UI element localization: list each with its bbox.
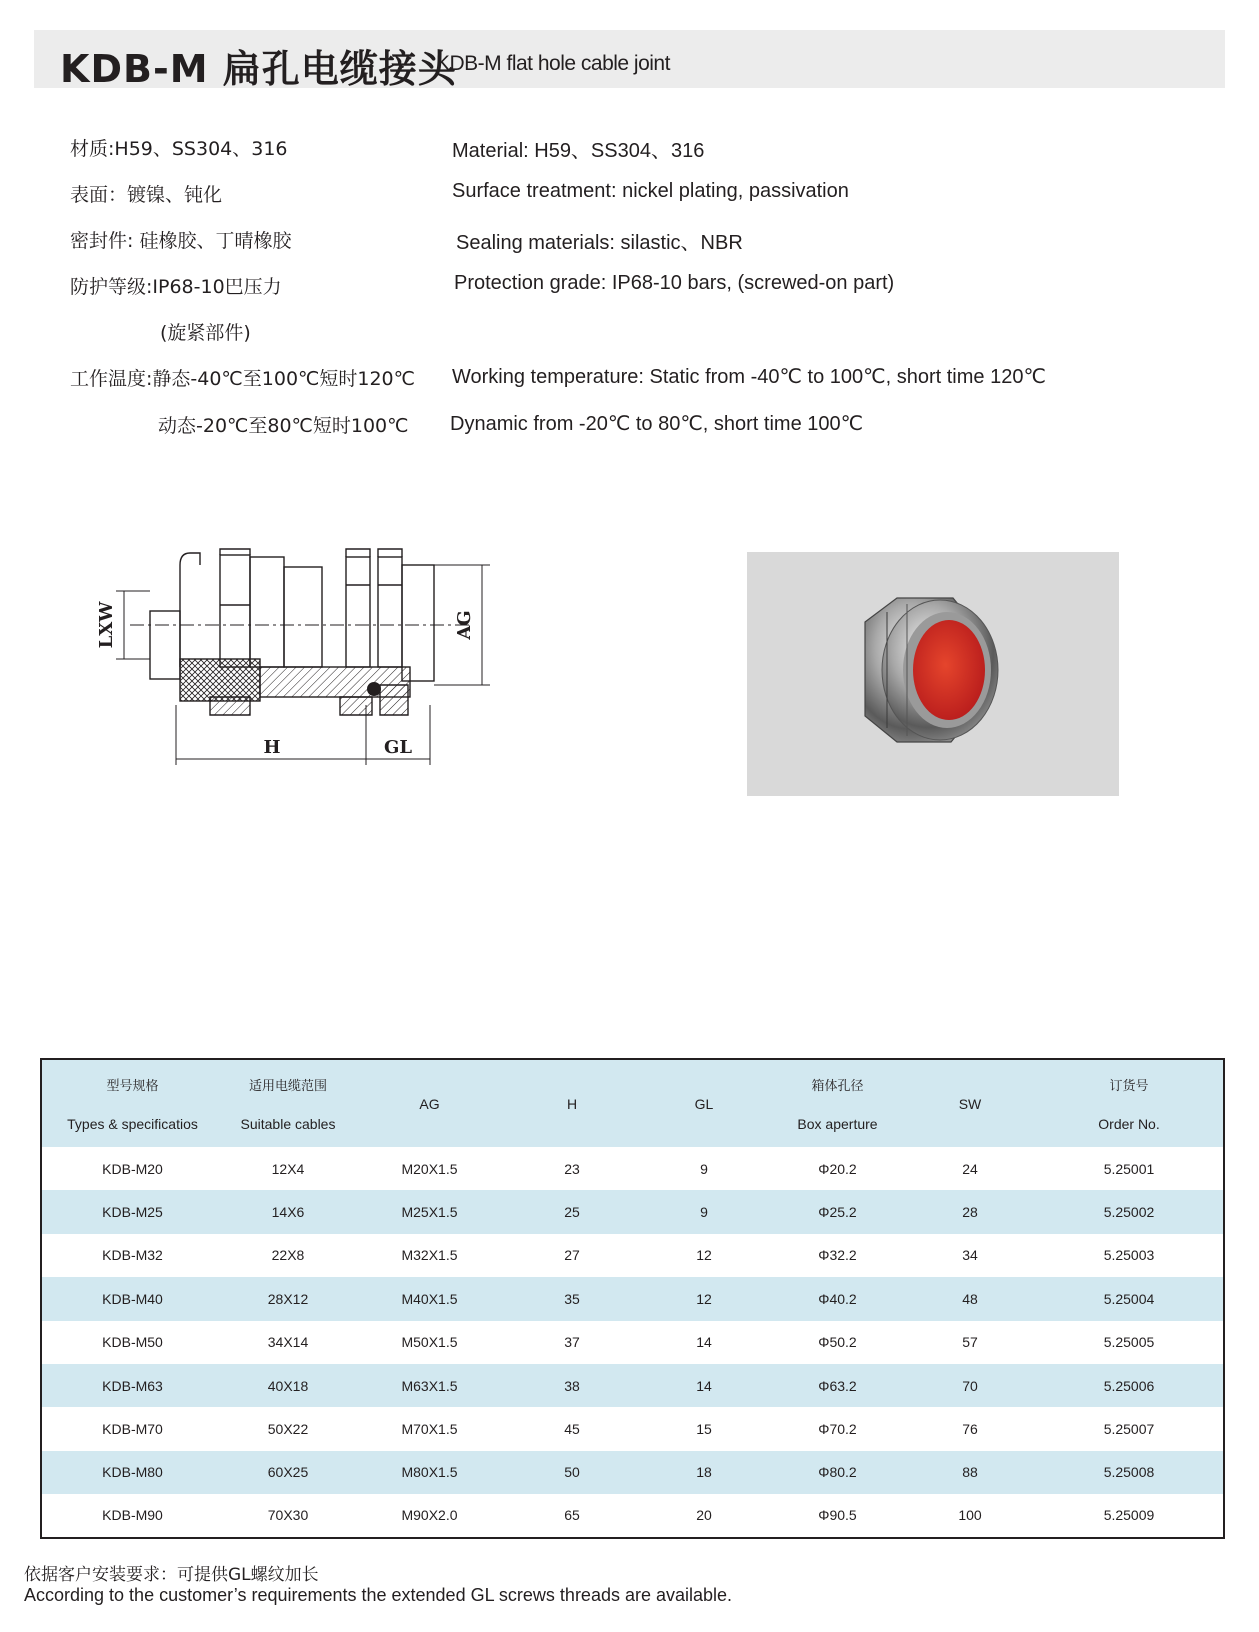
dim-label-ag: AG [454,610,475,640]
table-cell: 100 [958,1507,982,1524]
table-cell: Φ20.2 [818,1160,857,1177]
table-cell: Φ50.2 [818,1334,857,1351]
spec-sealing-en: Sealing materials: silastic、NBR [456,232,743,254]
table-cell: 5.25003 [1103,1247,1155,1264]
table-row [41,1190,1224,1233]
table-cell: 70X30 [267,1507,309,1524]
footnote-cn: 依据客户安装要求：可提供GL螺纹加长 [24,1565,319,1585]
dim-label-h: H [263,737,281,758]
gland-section [180,659,410,715]
table-cell: 50X22 [267,1421,309,1438]
table-cell: 14 [696,1377,712,1394]
table-cell: M80X1.5 [401,1464,458,1481]
table-cell: KDB-M70 [102,1421,163,1438]
table-cell: KDB-M63 [102,1377,163,1394]
table-cell: M40X1.5 [401,1290,458,1307]
table-cell: 40X18 [267,1377,309,1394]
table-cell: 5.25002 [1103,1204,1155,1221]
table-cell: 9 [700,1160,708,1177]
spec-sealing-cn: 密封件: 硅橡胶、丁晴橡胶 [70,230,292,252]
spec-surface-en: Surface treatment: nickel plating, passivation [452,180,849,202]
table-cell: 50 [564,1464,580,1481]
table-body [41,1147,1224,1538]
table-cell: 88 [962,1464,978,1481]
spec-temp-dynamic-en: Dynamic from -20℃ to 80℃, short time 100℃ [450,413,864,435]
table-cell: 76 [962,1421,978,1438]
table-cell: M32X1.5 [401,1247,458,1264]
spec-temp-dynamic-cn: 动态-20℃至80℃短时100℃ [158,415,409,437]
header-order-no: 订货号 Order No. [1098,1079,1160,1132]
table-cell: Φ25.2 [818,1204,857,1221]
dim-label-lxw: LXW [96,601,117,649]
table-cell: 65 [564,1507,580,1524]
table-cell: 5.25006 [1103,1377,1155,1394]
table-cell: 70 [962,1377,978,1394]
header-types: 型号规格 Types & specificatios [67,1079,198,1132]
table-row [41,1321,1224,1364]
spec-protection-en: Protection grade: IP68-10 bars, (screwed-on part) [454,272,895,294]
table-cell: KDB-M25 [102,1204,163,1221]
table-row [41,1234,1224,1277]
table-cell: 34X14 [267,1334,309,1351]
spec-surface-cn: 表面：镀镍、钝化 [70,184,223,206]
header-gl: GL [694,1095,714,1112]
table-row [41,1494,1224,1537]
header-sw: SW [958,1095,982,1112]
table-cell: KDB-M32 [102,1247,163,1264]
table-cell: M50X1.5 [401,1334,458,1351]
table-row [41,1407,1224,1450]
table-cell: 34 [962,1247,978,1264]
table-cell: KDB-M50 [102,1334,163,1351]
table-cell: 28 [962,1204,978,1221]
table-cell: M20X1.5 [401,1160,458,1177]
table-cell: 57 [962,1334,978,1351]
table-cell: 20 [696,1507,712,1524]
spec-temp-static-en: Working temperature: Static from -40℃ to 100℃, short time 120℃ [452,366,1046,388]
table-cell: KDB-M80 [102,1464,163,1481]
spec-protection-cn: 防护等级:IP68-10巴压力 [70,276,282,298]
table-cell: M90X2.0 [401,1507,458,1524]
page-title: KDB-M 扁孔电缆接头 [60,47,457,91]
table-cell: Φ63.2 [818,1377,857,1394]
table-cell: KDB-M20 [102,1160,163,1177]
table-row [41,1364,1224,1407]
header-ag: AG [419,1095,440,1112]
header-box-aperture: 箱体孔径 Box aperture [797,1079,878,1132]
table-cell: 28X12 [267,1290,309,1307]
table-cell: M70X1.5 [401,1421,458,1438]
header-suitable-cables: 适用电缆范围 Suitable cables [240,1079,336,1132]
table-row [41,1277,1224,1320]
table-cell: 45 [564,1421,580,1438]
table-cell: M25X1.5 [401,1204,458,1221]
table-cell: 5.25001 [1103,1160,1155,1177]
spec-temp-static-cn: 工作温度:静态-40℃至100℃短时120℃ [70,368,415,390]
table-cell: 14 [696,1334,712,1351]
cable-gland-photo [747,552,1119,796]
table-cell: KDB-M90 [102,1507,163,1524]
table-cell: 23 [564,1160,580,1177]
table-row [41,1147,1224,1190]
table-cell: 12X4 [271,1160,305,1177]
table-cell: Φ70.2 [818,1421,857,1438]
technical-drawing [90,525,520,805]
spec-protection-note-cn: (旋紧部件) [160,322,251,344]
table-cell: 25 [564,1204,580,1221]
table-cell: Φ90.5 [818,1507,857,1524]
table-cell: Φ80.2 [818,1464,857,1481]
table-cell: Φ40.2 [818,1290,857,1307]
spec-material-cn: 材质:H59、SS304、316 [70,138,288,160]
table-cell: 22X8 [271,1247,305,1264]
table-cell: 27 [564,1247,580,1264]
table-cell: 14X6 [271,1204,305,1221]
table-header-row [41,1059,1224,1147]
table-cell: Φ32.2 [818,1247,857,1264]
table-cell: 38 [564,1377,580,1394]
page-title-english: KDB-M flat hole cable joint [436,52,670,75]
table-row [41,1451,1224,1494]
table-cell: KDB-M40 [102,1290,163,1307]
table-cell: 5.25009 [1103,1507,1155,1524]
table-cell: 5.25004 [1103,1290,1155,1307]
o-ring-icon [367,682,381,696]
table-cell: 60X25 [267,1464,309,1481]
spec-material-en: Material: H59、SS304、316 [452,140,705,162]
table-cell: M63X1.5 [401,1377,458,1394]
title-bar [34,30,1225,91]
table-cell: 24 [962,1160,978,1177]
table-cell: 5.25008 [1103,1464,1155,1481]
footnote-en: According to the customer’s requirements the extended GL screws threads are available. [24,1585,733,1605]
table-cell: 18 [696,1464,712,1481]
table-cell: 5.25007 [1103,1421,1155,1438]
table-cell: 15 [696,1421,712,1438]
specification-table [40,1058,1225,1539]
header-h: H [566,1095,578,1112]
table-cell: 12 [696,1247,712,1264]
table-cell: 35 [564,1290,580,1307]
table-cell: 5.25005 [1103,1334,1155,1351]
table-cell: 37 [564,1334,580,1351]
table-cell: 9 [700,1204,708,1221]
table-cell: 12 [696,1290,712,1307]
dim-label-gl: GL [383,737,413,758]
product-photo [747,552,1119,796]
table-cell: 48 [962,1290,978,1307]
